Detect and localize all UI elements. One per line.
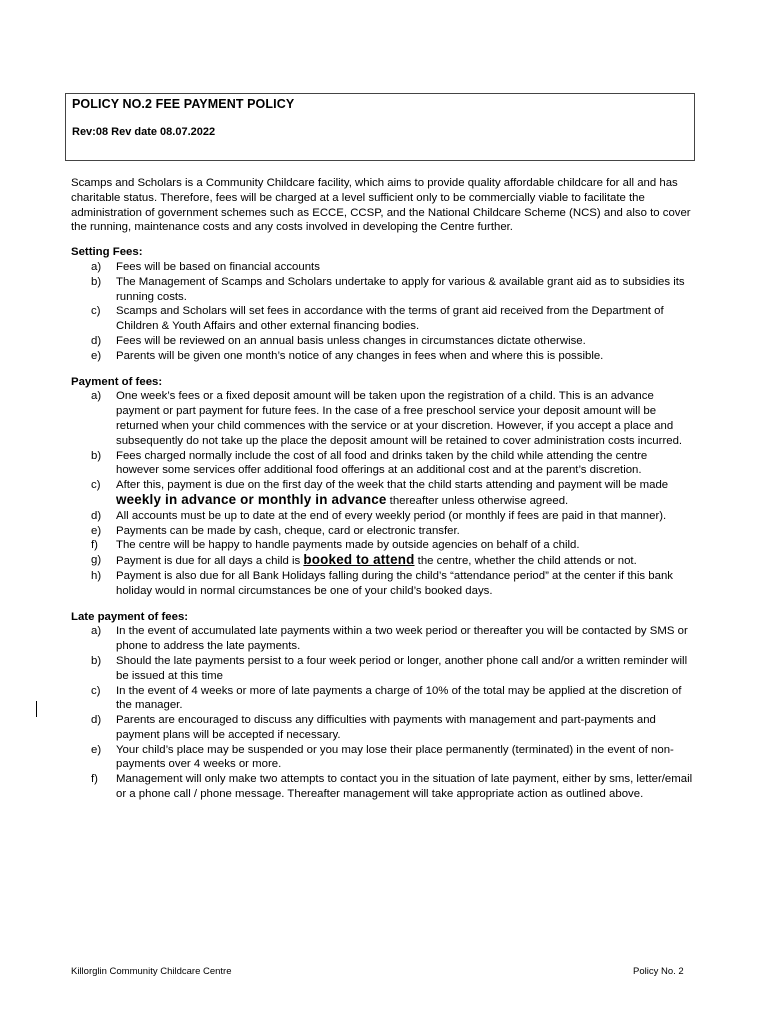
list-letter: e) bbox=[91, 743, 102, 756]
list-letter: c) bbox=[91, 479, 101, 492]
footer-organisation: Killorglin Community Childcare Centre bbox=[71, 966, 232, 977]
list-item bbox=[71, 684, 693, 714]
list-item bbox=[71, 304, 693, 334]
list-item bbox=[71, 449, 693, 479]
list-letter: d) bbox=[91, 714, 102, 727]
list-item bbox=[71, 524, 693, 539]
list-item-text: After this, payment is due on the first day of the week that the child starts attending and payment will be made bbox=[116, 479, 669, 492]
list-item bbox=[71, 478, 693, 509]
list-item-text: The centre will be happy to handle payments made by outside agencies on behalf of a child. bbox=[116, 539, 580, 552]
list-item-text: In the event of 4 weeks or more of late payments a charge of 10% of the total may be applied at the discretion of the manager. bbox=[116, 684, 682, 712]
list-letter: d) bbox=[91, 334, 102, 347]
list-item-text: Management will only make two attempts to contact you in the situation of late payment, either by sms, letter/email or a phone call / phone message. Thereafter management will take appropriate action as outlined above. bbox=[116, 773, 693, 801]
list-item-text: Scamps and Scholars will set fees in accordance with the terms of grant aid received from the Department of Children & Youth Affairs and other external financing bodies. bbox=[116, 305, 664, 333]
setting-fees-list bbox=[71, 260, 693, 364]
section-heading: Late payment of fees: bbox=[71, 610, 189, 623]
section-heading: Setting Fees: bbox=[71, 246, 143, 259]
list-item bbox=[71, 389, 693, 448]
list-item bbox=[71, 772, 693, 802]
list-item bbox=[71, 334, 693, 349]
setting-fees-section bbox=[71, 245, 693, 363]
list-letter: a) bbox=[91, 625, 102, 638]
list-item bbox=[71, 713, 693, 743]
list-item-text: Payment is also due for all Bank Holidays falling during the child’s “attendance period” at the center if this bank holiday would in normal circumstances be one of your child’s booked days. bbox=[116, 569, 673, 597]
payment-of-fees-section bbox=[71, 375, 693, 599]
revision-line: Rev:08 Rev date 08.07.2022 bbox=[72, 126, 216, 138]
list-item bbox=[71, 349, 693, 364]
list-item-text: Your child’s place may be suspended or you may lose their place permanently (terminated) in the event of non-payments over 4 weeks or more. bbox=[116, 743, 674, 771]
list-item-text: In the event of accumulated late payments within a two week period or thereafter you will be contacted by SMS or phone to address the late payments. bbox=[116, 625, 688, 653]
emphasis-text: booked to attend bbox=[303, 552, 415, 568]
payment-of-fees-list bbox=[71, 389, 693, 598]
intro-paragraph: Scamps and Scholars is a Community Childcare facility, which aims to provide quality affordable childcare for all and has charitable status. Therefore, fees will be charged at a level sufficient only to be commercially viable to facilitate the administration of government schemes such as ECCE, CCSP, and the National Childcare Scheme (NCS) and also to cover the running, maintenance costs and any costs involved in developing the Centre further. bbox=[71, 177, 691, 234]
list-item-text: the centre, whether the child attends or not. bbox=[414, 555, 637, 568]
list-letter: h) bbox=[91, 569, 102, 582]
list-item-text: All accounts must be up to date at the end of every weekly period (or monthly if fees are paid in that manner). bbox=[116, 509, 667, 522]
list-item-text: Fees will be based on financial accounts bbox=[116, 260, 320, 273]
list-item bbox=[71, 275, 693, 305]
list-item bbox=[71, 569, 693, 599]
list-item-text: Payment is due for all days a child is bbox=[116, 555, 304, 568]
policy-header-box bbox=[65, 93, 695, 161]
list-letter: d) bbox=[91, 509, 102, 522]
list-letter: c) bbox=[91, 305, 101, 318]
list-letter: a) bbox=[91, 260, 102, 273]
list-item bbox=[71, 553, 693, 569]
emphasis-text: weekly in advance or monthly in advance bbox=[116, 491, 387, 507]
list-letter: b) bbox=[91, 654, 102, 667]
list-letter: b) bbox=[91, 275, 102, 288]
list-item bbox=[71, 538, 693, 553]
footer-policy-number: Policy No. 2 bbox=[633, 966, 684, 977]
list-item-text: One week’s fees or a fixed deposit amount will be taken upon the registration of a child. This is an advance payment or part payment for future fees. In the case of a free preschool service your deposit amount will be returned when your child commences with the service or at your discretion. However, if you accept a place and subsequently do not take up the place the deposit amount will be retained to cover administration costs incurred. bbox=[116, 390, 683, 447]
list-letter: a) bbox=[91, 390, 102, 403]
list-item bbox=[71, 654, 693, 684]
list-letter: e) bbox=[91, 349, 102, 362]
list-item bbox=[71, 509, 693, 524]
late-payment-list bbox=[71, 624, 693, 802]
document-body bbox=[71, 176, 693, 813]
text-cursor-icon bbox=[36, 701, 37, 717]
list-item-text: Fees charged normally include the cost of all food and drinks taken by the child while attending the centre however some services offer additional food offerings at an additional cost and at the parent’s discretion. bbox=[116, 449, 648, 477]
list-item-text: The Management of Scamps and Scholars undertake to apply for various & available grant aid as to subsidies its running costs. bbox=[116, 275, 685, 303]
list-item bbox=[71, 624, 693, 654]
list-item-text: Parents are encouraged to discuss any difficulties with payments with management and part-payments and payment plans will be accepted if necessary. bbox=[116, 714, 656, 741]
list-letter: b) bbox=[91, 449, 102, 462]
list-letter: g) bbox=[91, 554, 102, 567]
list-letter: f) bbox=[91, 539, 98, 552]
list-item-text: Should the late payments persist to a four week period or longer, another phone call and/or a written reminder will be issued at this time bbox=[116, 654, 688, 682]
list-item-text: Parents will be given one month’s notice of any changes in fees when and where this is possible. bbox=[116, 349, 604, 362]
list-letter: f) bbox=[91, 773, 98, 786]
list-item bbox=[71, 260, 693, 275]
list-item-text: thereafter unless otherwise agreed. bbox=[386, 494, 569, 507]
late-payment-section bbox=[71, 610, 693, 802]
list-item-text: Payments can be made by cash, cheque, card or electronic transfer. bbox=[116, 524, 460, 537]
list-item-text: Fees will be reviewed on an annual basis unless changes in circumstances dictate otherwise. bbox=[116, 334, 586, 347]
list-item bbox=[71, 743, 693, 773]
policy-title: POLICY NO.2 FEE PAYMENT POLICY bbox=[72, 97, 295, 111]
list-letter: e) bbox=[91, 524, 102, 537]
list-letter: c) bbox=[91, 684, 101, 697]
section-heading: Payment of fees: bbox=[71, 375, 163, 388]
